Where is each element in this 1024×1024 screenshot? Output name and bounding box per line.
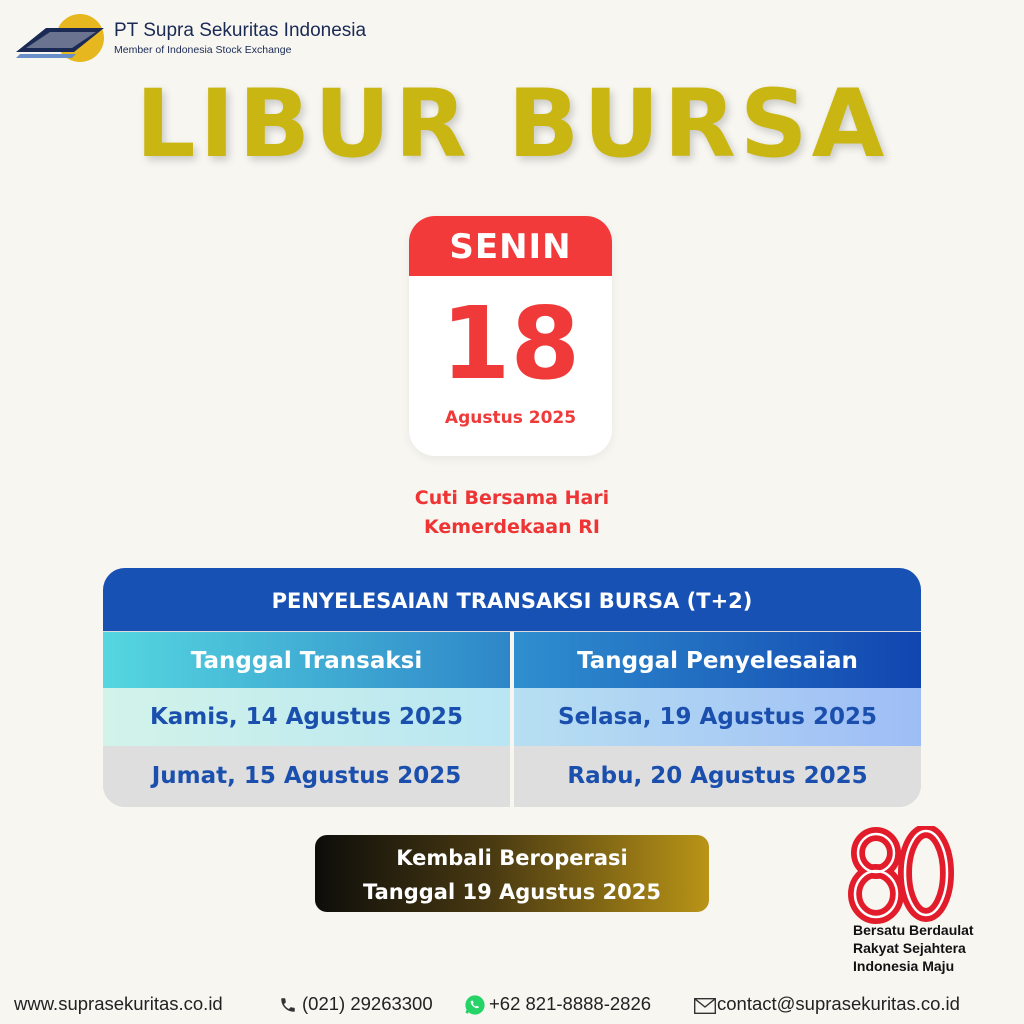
- holiday-reason-line1: Cuti Bersama Hari: [414, 487, 610, 509]
- phone-icon: [279, 996, 297, 1014]
- calendar-card: [409, 216, 612, 456]
- company-name: PT Supra Sekuritas Indonesia: [114, 20, 367, 41]
- table-cell-settlement-date: Rabu, 20 Agustus 2025: [514, 746, 921, 807]
- page-title: LIBUR BURSA: [135, 70, 889, 179]
- calendar-day: 18: [440, 285, 581, 402]
- table-title: PENYELESAIAN TRANSAKSI BURSA (T+2): [103, 568, 921, 631]
- column-header-transaction-date: Tanggal Transaksi: [103, 632, 510, 688]
- holiday-reason-line2: Kemerdekaan RI: [424, 516, 600, 538]
- slogan-line2: Rakyat Sejahtera: [853, 940, 966, 956]
- company-emblem-icon: [16, 14, 116, 64]
- slogan-line3: Indonesia Maju: [853, 958, 955, 974]
- whatsapp-icon: [464, 994, 486, 1016]
- footer-website[interactable]: www.suprasekuritas.co.id: [14, 993, 223, 1014]
- footer-email[interactable]: contact@suprasekuritas.co.id: [717, 993, 960, 1014]
- email-icon: [694, 998, 716, 1014]
- footer-phone[interactable]: (021) 29263300: [302, 993, 433, 1014]
- footer-contacts: [0, 993, 1024, 1023]
- settlement-table: [103, 568, 921, 807]
- anniversary-80-logo-icon: [848, 826, 958, 926]
- column-header-settlement-date: Tanggal Penyelesaian: [514, 632, 921, 688]
- company-subtitle: Member of Indonesia Stock Exchange: [114, 44, 292, 56]
- resume-line1: Kembali Beroperasi: [396, 846, 628, 870]
- calendar-weekday: SENIN: [409, 216, 612, 276]
- column-divider: [510, 632, 514, 807]
- table-cell-settlement-date: Selasa, 19 Agustus 2025: [514, 688, 921, 746]
- table-cell-transaction-date: Jumat, 15 Agustus 2025: [103, 746, 510, 807]
- footer-whatsapp[interactable]: +62 821-8888-2826: [489, 993, 652, 1014]
- resume-line2: Tanggal 19 Agustus 2025: [363, 880, 661, 904]
- slogan-line1: Bersatu Berdaulat: [853, 922, 974, 938]
- calendar-month-year: Agustus 2025: [444, 408, 577, 428]
- resume-banner: [315, 835, 709, 912]
- table-cell-transaction-date: Kamis, 14 Agustus 2025: [103, 688, 510, 746]
